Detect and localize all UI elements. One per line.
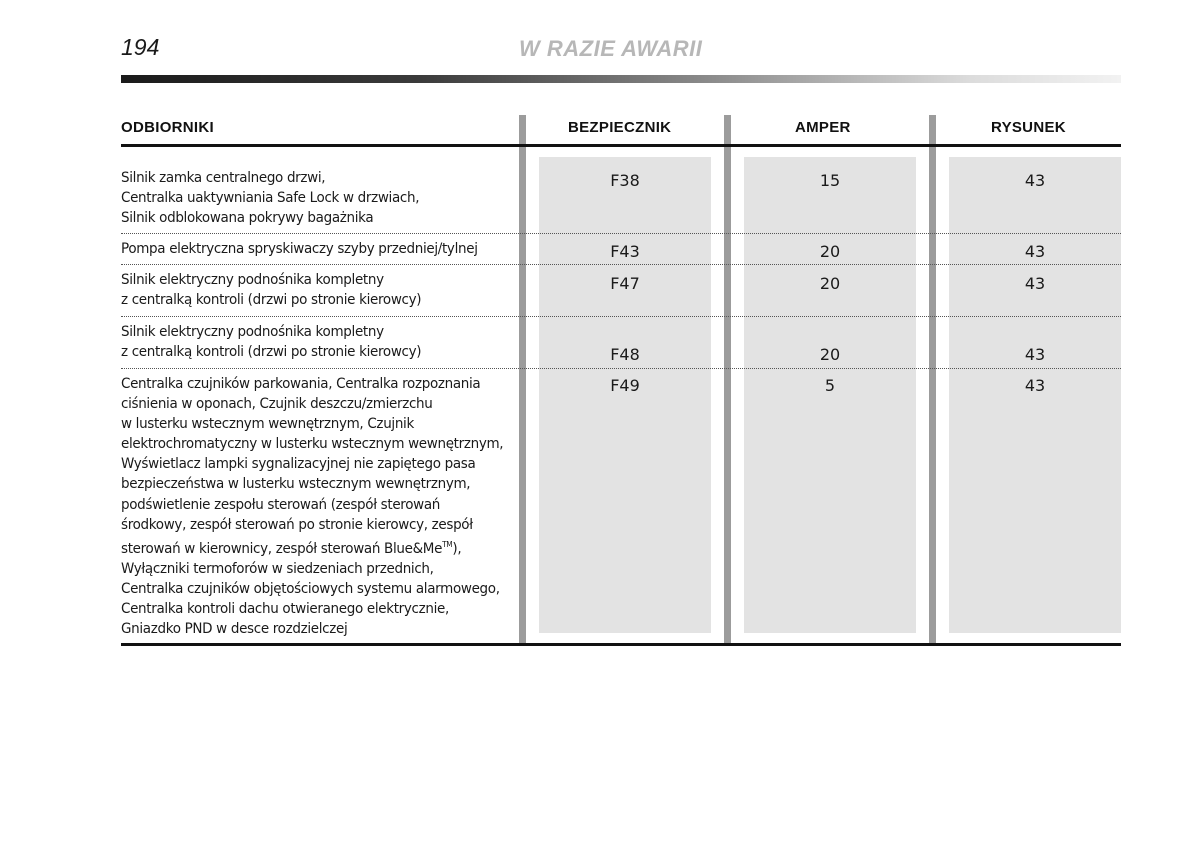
- consumer-description: Silnik elektryczny podnośnika kompletny z centralką kontroli (drzwi po stronie kierowcy): [121, 272, 422, 309]
- amper-value: 20: [819, 274, 841, 293]
- consumer-description: Pompa elektryczna spryskiwaczy szyby przedniej/tylnej: [121, 241, 478, 257]
- fuse-value: F47: [610, 274, 640, 293]
- consumer-description: Silnik zamka centralnego drzwi, Centralka uaktywniania Safe Lock w drzwiach, Silnik odblokowana pokrywy bagażnika: [121, 170, 420, 227]
- fuse-value: F38: [610, 171, 640, 190]
- fuse-value: F43: [610, 242, 640, 261]
- header-figure: RYSUNEK: [991, 119, 1066, 136]
- figure-value: 43: [1024, 345, 1046, 364]
- column-separator: [519, 115, 526, 643]
- figure-value: 43: [1024, 274, 1046, 293]
- header-gradient-bar: [121, 75, 1121, 83]
- page-number: 194: [121, 34, 160, 60]
- table-bottom-rule: [121, 643, 1121, 646]
- row-divider: [121, 264, 1121, 265]
- row-divider: [121, 233, 1121, 234]
- amper-column-shading: [744, 157, 916, 633]
- header-amper: AMPER: [795, 119, 851, 136]
- consumer-description: Silnik elektryczny podnośnika kompletny z centralką kontroli (drzwi po stronie kierowcy): [121, 324, 422, 361]
- figure-column-shading: [949, 157, 1121, 633]
- header-fuse: BEZPIECZNIK: [568, 119, 672, 136]
- fuse-column-shading: [539, 157, 711, 633]
- row-divider: [121, 368, 1121, 369]
- figure-value: 43: [1024, 242, 1046, 261]
- header-rule: [121, 144, 1121, 147]
- header-consumers: ODBIORNIKI: [121, 119, 214, 136]
- amper-value: 20: [819, 242, 841, 261]
- trademark-mark: TM: [442, 539, 453, 549]
- figure-value: 43: [1024, 171, 1046, 190]
- fuse-value: F49: [610, 376, 640, 395]
- column-separator: [929, 115, 936, 643]
- fuse-value: F48: [610, 345, 640, 364]
- row-divider: [121, 316, 1121, 317]
- column-separator: [724, 115, 731, 643]
- section-title: W RAZIE AWARII: [519, 36, 703, 61]
- consumer-description: Centralka czujników parkowania, Centralka rozpoznania ciśnienia w oponach, Czujnik deszczu/zmierzchu w lusterku wstecznym wewnętrznym, Czujnik elektrochromatyczny w lusterku wstecznym wewnętrznym, Wyświetlacz lampki sygnalizacyjnej nie zapiętego pasa bezpieczeństwa w lusterku wstecznym wewnętrznym, podświetlenie zespołu sterowań (zespół sterowań środkowy, zespół sterowań po stronie kierowcy, zespół sterowań w kierownicy, zespół sterowań Blue&Me™), Wyłączniki termoforów w siedzeniach przednich, Centralka czujników objętościowych systemu alarmowego, Centralka kontroli dachu otwieranego elektrycznie, Gniazdko PND w desce rozdzielczej: [121, 376, 504, 637]
- amper-value: 20: [819, 345, 841, 364]
- figure-value: 43: [1024, 376, 1046, 395]
- amper-value: 5: [824, 376, 836, 395]
- amper-value: 15: [819, 171, 841, 190]
